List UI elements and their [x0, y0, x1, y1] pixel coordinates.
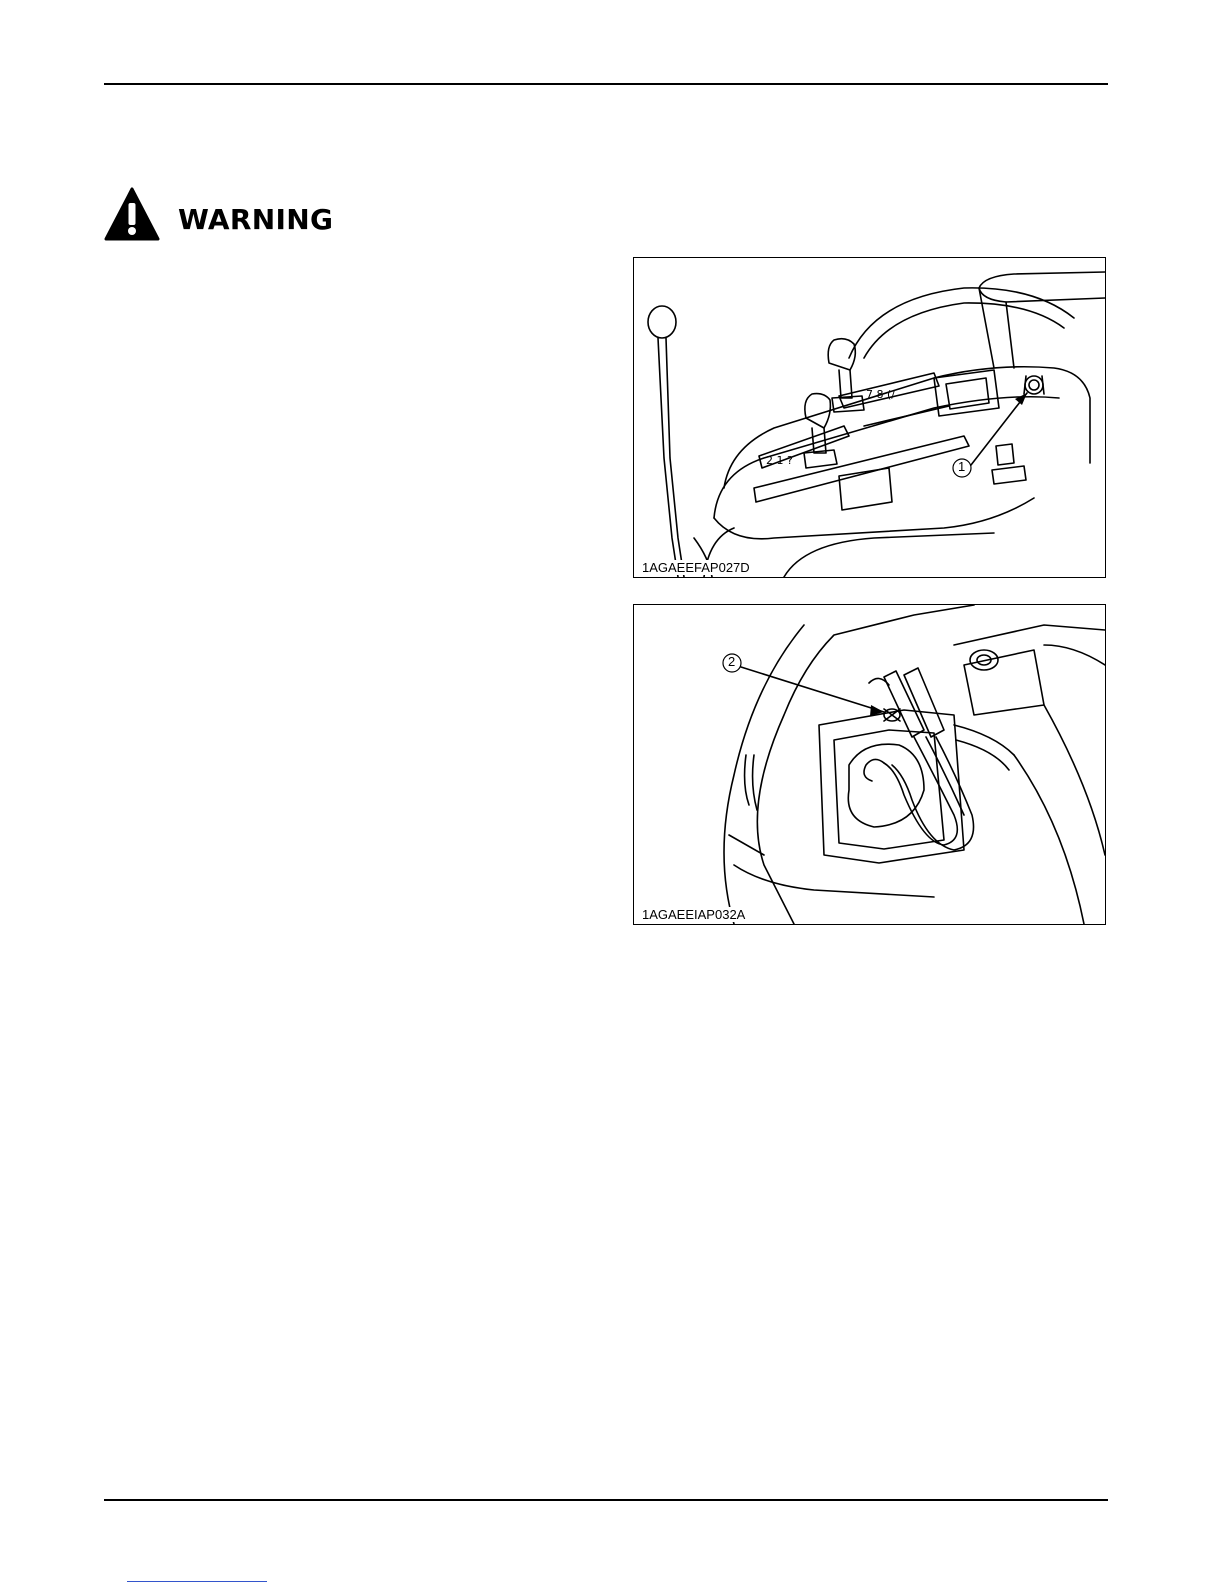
- footer-link-underline[interactable]: [127, 1581, 267, 1582]
- svg-text:2 1 ?: 2 1 ?: [766, 454, 793, 467]
- figure-wiring-harness: [633, 604, 1106, 925]
- callout-2-number: 2: [728, 654, 736, 669]
- figure-1-code: 1AGAEEFAP027D: [642, 560, 750, 575]
- shift-console-illustration: [634, 258, 1105, 577]
- figure-shift-console: [633, 257, 1106, 578]
- warning-label: WARNING: [178, 202, 334, 236]
- warning-triangle-icon: [104, 186, 160, 242]
- footer-rule: [104, 1499, 1108, 1501]
- warning-heading: [104, 184, 333, 244]
- callout-1-number: 1: [958, 459, 966, 474]
- svg-text:7 8 (/: 7 8 (/: [866, 388, 895, 401]
- header-rule: [104, 83, 1108, 85]
- wiring-harness-illustration: [634, 605, 1105, 924]
- figure-2-code: 1AGAEEIAP032A: [642, 907, 746, 922]
